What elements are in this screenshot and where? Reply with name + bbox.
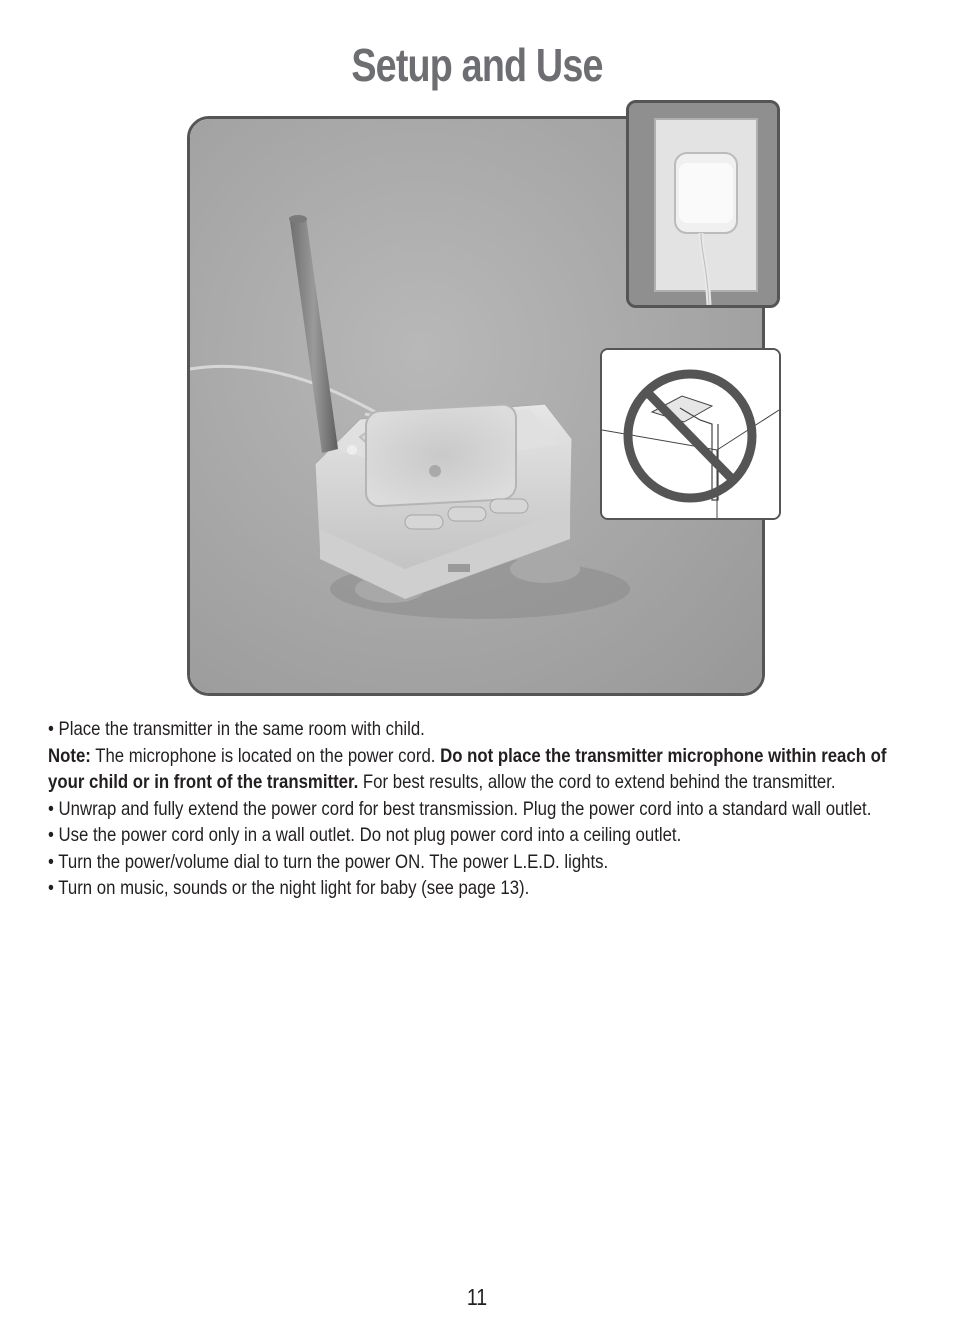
bullet-marker: •: [48, 718, 54, 740]
no-ceiling-outlet-icon: [602, 350, 779, 518]
bullet-marker: •: [48, 850, 54, 873]
instruction-text: Use the power cord only in a wall outlet. Do not plug power cord into a ceiling outlet.: [58, 824, 682, 846]
page-title: Setup and Use: [351, 39, 603, 91]
bullet-marker: •: [48, 824, 54, 846]
instruction-text: Turn the power/volume dial to turn the power ON. The power L.E.D. lights.: [58, 850, 609, 873]
note-paragraph: [48, 743, 908, 796]
instructions-text: [48, 716, 908, 902]
wall-outlet-inset: [626, 100, 780, 308]
instruction-item: [48, 796, 908, 823]
note-text: For best results, allow the cord to extend behind the transmitter.: [358, 771, 836, 793]
instruction-item: [48, 716, 908, 743]
instruction-text: Unwrap and fully extend the power cord for best transmission. Plug the power cord into a standard wall outlet.: [58, 797, 872, 820]
note-warning: Do not place the transmitter microphone within reach of your child or in front of the transmitter.: [48, 744, 887, 793]
wall-outlet-illustration: [629, 103, 777, 305]
note-text: The microphone is located on the power cord.: [90, 744, 441, 767]
instruction-text: Turn on music, sounds or the night light for baby (see page 13).: [58, 877, 530, 899]
instruction-text: Place the transmitter in the same room with child.: [58, 718, 425, 740]
note-label: Note:: [48, 744, 91, 767]
instruction-item: [48, 822, 908, 849]
page-number: 11: [466, 1284, 488, 1310]
bullet-marker: •: [48, 797, 54, 820]
instruction-item: [48, 849, 908, 876]
ceiling-outlet-prohibited-inset: [600, 348, 781, 520]
instruction-item: [48, 875, 908, 902]
bullet-marker: •: [48, 877, 54, 899]
